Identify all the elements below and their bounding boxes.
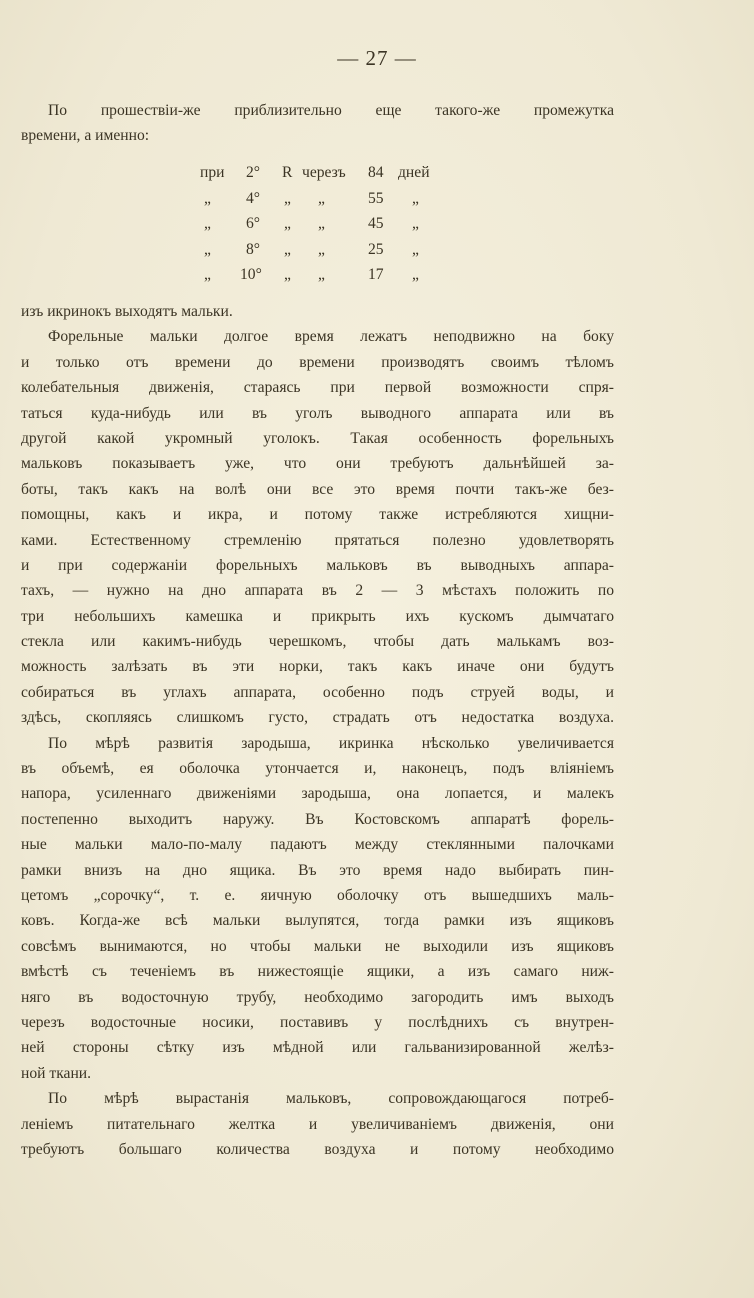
cell-suffix: „: [412, 266, 419, 284]
cell-suffix: „: [412, 240, 419, 258]
table-row: [200, 211, 460, 237]
cell-suffix: „: [412, 189, 419, 207]
intro-paragraph: [21, 98, 614, 149]
text-line: и при содержаніи форельныхъ мальковъ въ выводныхъ аппара-: [21, 556, 614, 574]
cell-word: „: [318, 240, 325, 258]
cell-temp: 2°: [246, 164, 261, 181]
text-line: совсѣмъ вынимаются, но чтобы мальки не выходили изъ ящиковъ: [21, 937, 614, 955]
text-line: ками. Естественному стремленію прятаться полезно удовлетворять: [21, 531, 614, 549]
text-line: ней стороны сѣтку изъ мѣдной или гальванизированной желѣз-: [21, 1039, 614, 1057]
cell-days: 17: [368, 266, 384, 284]
text-line: таться куда-нибудь или въ уголъ выводного аппарата или въ: [21, 404, 614, 422]
cell-temp: 6°: [246, 215, 261, 233]
cell-temp: 8°: [246, 240, 261, 258]
body-text: [21, 299, 614, 1162]
text-line: По мѣрѣ вырастанія мальковъ, сопровождающагося потреб-: [48, 1090, 614, 1108]
cell-word: „: [318, 266, 325, 284]
cell-unit: „: [284, 215, 291, 233]
text-line: собираться въ углахъ аппарата, особенно подъ струей воды, и: [21, 683, 614, 701]
cell-temp: 4°: [246, 189, 261, 207]
cell-unit: „: [284, 266, 291, 284]
table-row: [200, 160, 460, 186]
cell-prefix: „: [204, 189, 211, 207]
cell-temp: 10°: [240, 266, 262, 284]
cell-days: 84: [368, 164, 384, 181]
text-line: Форельные мальки долгое время лежатъ неподвижно на боку: [48, 328, 614, 346]
text-line: времени, а именно:: [21, 127, 150, 145]
cell-unit: „: [284, 240, 291, 258]
cell-suffix: „: [412, 215, 419, 233]
text-line: мальковъ показываетъ уже, что они требуютъ дальнѣйшей за-: [21, 455, 614, 473]
table-row: [200, 237, 460, 263]
text-line: помощны, какъ и икра, и потому также истребляются хищни-: [21, 506, 614, 524]
text-line: По прошествіи-же приблизительно еще такого-же промежутка: [48, 102, 614, 119]
text-line: напора, усиленнаго движеніями зародыша, она лопается, и малекъ: [21, 785, 614, 803]
text-line: три небольшихъ камешка и прикрыть ихъ кускомъ дымчатаго: [21, 607, 614, 625]
text-line: изъ икринокъ выходятъ мальки.: [21, 303, 233, 320]
cell-prefix: „: [204, 215, 211, 233]
cell-days: 55: [368, 189, 384, 207]
text-line: стекла или какимъ-нибудь черешкомъ, чтобы дать малькамъ воз-: [21, 633, 614, 651]
text-line: въ объемѣ, ея оболочка утончается и, наконецъ, подъ вліяніемъ: [21, 760, 614, 778]
table-row: [200, 186, 460, 212]
text-line: черезъ водосточные носики, поставивъ у послѣднихъ съ внутрен-: [21, 1013, 614, 1031]
text-line: требуютъ большаго количества воздуха и потому необходимо: [21, 1140, 614, 1158]
text-line: можность залѣзать въ эти норки, такъ какъ иначе они будутъ: [21, 658, 614, 676]
text-line: и только отъ времени до времени производятъ своимъ тѣломъ: [21, 353, 614, 371]
text-line: тахъ, — нужно на дно аппарата въ 2 — 3 мѣстахъ положить по: [21, 582, 614, 600]
text-line: По мѣрѣ развитія зародыша, икринка нѣсколько увеличивается: [48, 734, 614, 752]
text-line: другой какой укромный уголокъ. Такая особенность форельныхъ: [21, 429, 614, 447]
text-line: здѣсь, скопляясь слишкомъ густо, страдать отъ недостатка воздуха.: [21, 709, 614, 727]
table-row: [200, 262, 460, 288]
text-line: ные мальки мало-по-малу падаютъ между стеклянными палочками: [21, 836, 614, 854]
text-line: колебательныя движенія, стараясь при первой возможности спря-: [21, 379, 614, 397]
cell-prefix: при: [200, 164, 225, 181]
text-line: ной ткани.: [21, 1064, 92, 1082]
cell-word: „: [318, 215, 325, 233]
cell-word: „: [318, 189, 325, 207]
text-line: вмѣстѣ съ теченіемъ въ нижестоящіе ящики, а изъ самаго ниж-: [21, 963, 614, 981]
cell-prefix: „: [204, 240, 211, 258]
cell-suffix: дней: [398, 164, 430, 181]
cell-prefix: „: [204, 266, 211, 284]
text-line: няго въ водосточную трубу, необходимо загородить имъ выходъ: [21, 988, 614, 1006]
text-line: боты, такъ какъ на волѣ они все это время почти такъ-же без-: [21, 480, 614, 498]
cell-unit: R: [282, 164, 293, 181]
cell-days: 25: [368, 240, 384, 258]
hatching-table: [200, 160, 460, 288]
text-line: рамки внизъ на дно ящика. Въ это время надо выбирать пин-: [21, 861, 614, 879]
cell-word: черезъ: [302, 164, 346, 181]
text-line: леніемъ питательнаго желтка и увеличиваніемъ движенія, они: [21, 1115, 614, 1133]
cell-unit: „: [284, 189, 291, 207]
text-line: цетомъ „сорочку“, т. е. яичную оболочку отъ вышедшихъ маль-: [21, 886, 614, 904]
cell-days: 45: [368, 215, 384, 233]
text-line: постепенно выходитъ наружу. Въ Костовскомъ аппаратѣ форель-: [21, 810, 614, 828]
page-number: — 27 —: [337, 46, 417, 70]
text-line: ковъ. Когда-же всѣ мальки вылупятся, тогда рамки изъ ящиковъ: [21, 912, 614, 930]
